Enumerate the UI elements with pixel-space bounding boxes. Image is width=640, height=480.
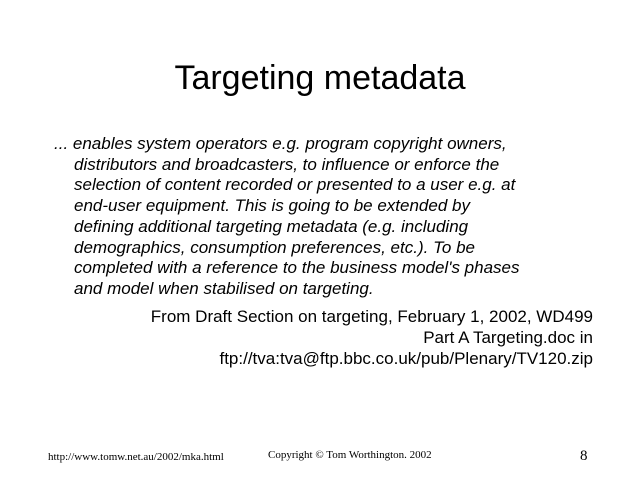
slide-title: Targeting metadata: [174, 59, 466, 97]
quote-line: completed with a reference to the business model's phases: [74, 258, 520, 278]
quote-line: demographics, consumption preferences, etc.). To be: [74, 237, 475, 257]
quote-line: ... enables system operators e.g. program copyright owners,: [54, 134, 507, 153]
source-ftp-link[interactable]: ftp://tva:tva@ftp.bbc.co.uk/pub/Plenary/TV120.zip: [219, 349, 593, 368]
quote-line: defining additional targeting metadata (e.g. including: [74, 216, 469, 236]
footer-copyright: Copyright © Tom Worthington. 2002: [268, 449, 432, 461]
source-citation: [151, 306, 593, 369]
quote-line: and model when stabilised on targeting.: [74, 278, 374, 298]
source-line: From Draft Section on targeting, February 1, 2002, WD499: [150, 307, 593, 326]
quote-line: end-user equipment. This is going to be extended by: [74, 196, 470, 216]
quote-line: selection of content recorded or presented to a user e.g. at: [74, 175, 516, 195]
footer-url-link[interactable]: http://www.tomw.net.au/2002/mka.html: [48, 451, 224, 463]
slide-number: 8: [580, 448, 588, 464]
quote-line: distributors and broadcasters, to influence or enforce the: [74, 154, 500, 174]
quote-paragraph: [54, 134, 609, 300]
source-line: Part A Targeting.doc in: [423, 328, 593, 347]
